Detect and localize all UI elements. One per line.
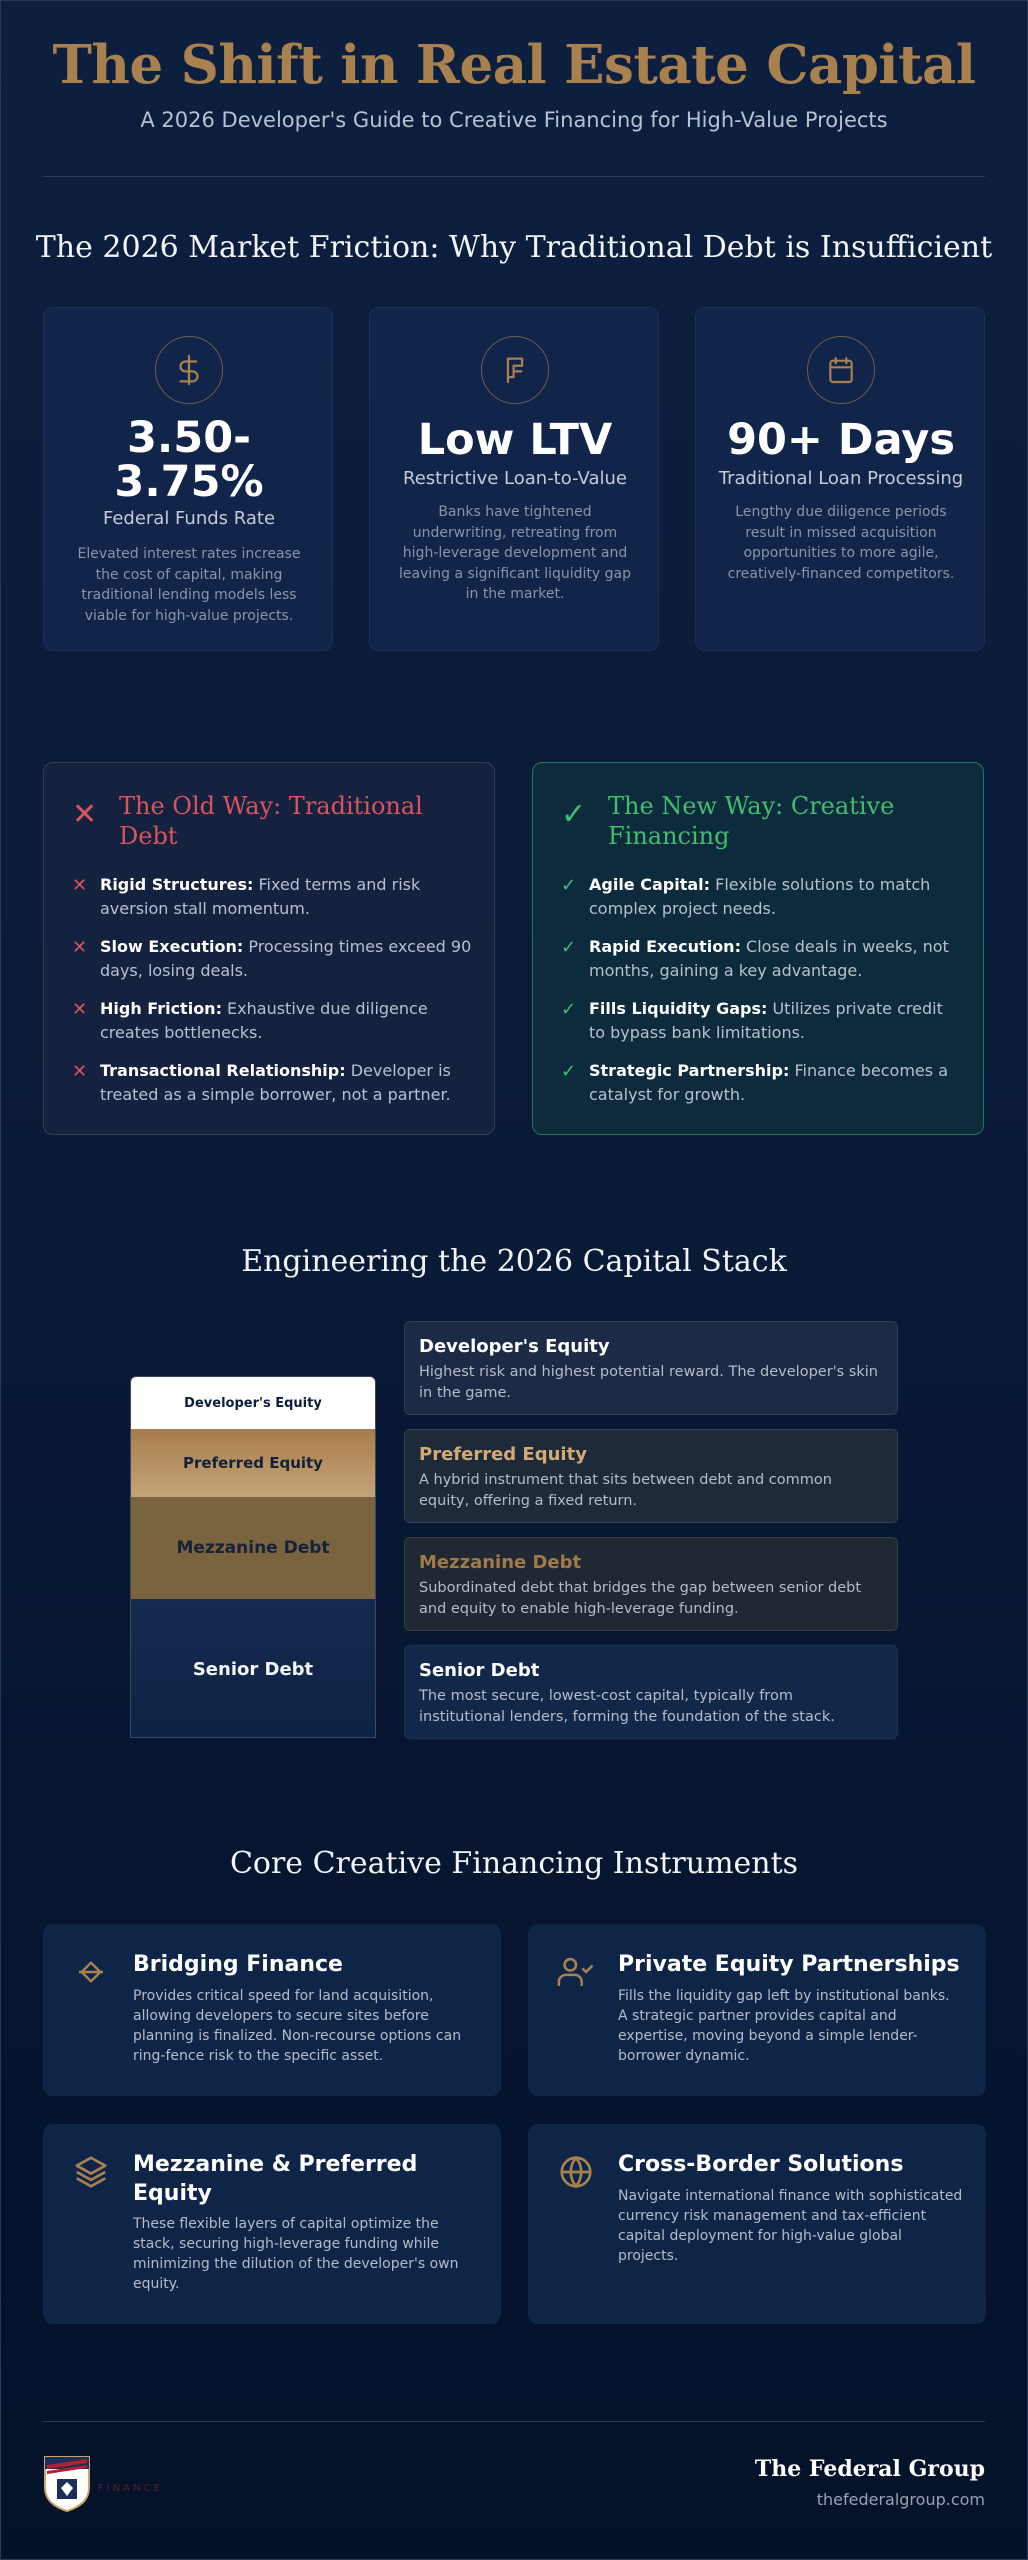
instrument-title: Mezzanine & Preferred Equity bbox=[133, 2152, 418, 2206]
check-icon: ✓ bbox=[561, 875, 577, 896]
stat-card-processing bbox=[695, 307, 985, 651]
item-text: Close deals in weeks, not months, gaining a key advantage. bbox=[589, 937, 949, 980]
stack-layer-mezzanine-debt: Mezzanine Debt bbox=[131, 1497, 375, 1599]
stack-card-title: Senior Debt bbox=[419, 1660, 540, 1681]
stack-card-description: Highest risk and highest potential reward. The developer's skin in the game. bbox=[419, 1364, 878, 1401]
stack-card-title: Mezzanine Debt bbox=[419, 1552, 582, 1573]
company-logo bbox=[43, 2455, 91, 2513]
cross-icon: ✕ bbox=[72, 937, 88, 958]
globe-icon bbox=[556, 2152, 596, 2192]
stack-card-description: A hybrid instrument that sits between debt and common equity, offering a fixed return. bbox=[419, 1472, 832, 1509]
cross-icon: ✕ bbox=[72, 875, 88, 896]
friction-section-title: The 2026 Market Friction: Why Traditional Debt is Insufficient bbox=[35, 230, 993, 265]
stack-card-preferred-equity bbox=[404, 1429, 898, 1523]
item-heading: Fills Liquidity Gaps: bbox=[589, 999, 768, 1018]
page-subtitle: A 2026 Developer's Guide to Creative Financing for High-Value Projects bbox=[140, 108, 888, 132]
old-way-card bbox=[43, 762, 495, 1135]
stat-description: Lengthy due diligence periods result in missed acquisition opportunities to more agile, creatively-financed competitors. bbox=[727, 504, 955, 582]
item-text: Processing times exceed 90 days, losing deals. bbox=[100, 937, 472, 980]
stack-layer-developer-equity: Developer's Equity bbox=[131, 1377, 375, 1429]
stat-description: Banks have tightened underwriting, retreating from high-leverage development and leaving a significant liquidity gap in the market. bbox=[398, 504, 632, 602]
instrument-card-mezzanine bbox=[43, 2124, 501, 2324]
stack-section-title: Engineering the 2026 Capital Stack bbox=[241, 1244, 787, 1279]
stack-card-description: The most secure, lowest-cost capital, typically from institutional lenders, forming the foundation of the stack. bbox=[419, 1688, 835, 1725]
item-text: Finance becomes a catalyst for growth. bbox=[589, 1061, 948, 1104]
instrument-title: Cross-Border Solutions bbox=[618, 2152, 904, 2177]
item-text: Exhaustive due diligence creates bottlenecks. bbox=[100, 999, 428, 1042]
stat-label: Restrictive Loan-to-Value bbox=[403, 468, 627, 489]
cross-icon: ✕ bbox=[72, 797, 98, 832]
stat-label: Traditional Loan Processing bbox=[718, 468, 964, 489]
company-website-link[interactable]: thefederalgroup.com bbox=[816, 2490, 985, 2509]
item-text: Fixed terms and risk aversion stall momentum. bbox=[100, 875, 421, 918]
stat-value: 90+ Days bbox=[727, 415, 955, 465]
instrument-card-cross-border bbox=[528, 2124, 986, 2324]
check-icon: ✓ bbox=[561, 797, 587, 832]
stat-card-rate bbox=[43, 307, 333, 651]
instrument-card-private-equity bbox=[528, 1924, 986, 2096]
stack-card-mezzanine-debt bbox=[404, 1537, 898, 1631]
stack-layer-preferred-equity: Preferred Equity bbox=[131, 1429, 375, 1497]
item-heading: Rigid Structures: bbox=[100, 875, 254, 894]
instruments-section-title: Core Creative Financing Instruments bbox=[229, 1846, 799, 1881]
check-icon: ✓ bbox=[561, 1061, 577, 1082]
header-divider bbox=[43, 176, 985, 177]
instrument-description: Provides critical speed for land acquisition, allowing developers to secure sites before planning is finalized. Non-recourse options can ring-fence risk to the specific asset. bbox=[133, 1988, 462, 2064]
cross-icon: ✕ bbox=[72, 999, 88, 1020]
stack-card-title: Preferred Equity bbox=[419, 1444, 587, 1465]
new-way-title: The New Way: Creative Financing bbox=[608, 792, 895, 850]
stack-card-developer-equity bbox=[404, 1321, 898, 1415]
stat-description: Elevated interest rates increase the cost of capital, making traditional lending models less viable for high-value projects. bbox=[77, 546, 301, 624]
logo-wordmark: FINANCE bbox=[98, 2483, 163, 2494]
stack-card-description: Subordinated debt that bridges the gap between senior debt and equity to enable high-leverage funding. bbox=[419, 1580, 862, 1617]
footer-divider bbox=[43, 2421, 985, 2422]
item-heading: Strategic Partnership: bbox=[589, 1061, 790, 1080]
item-text: Developer is treated as a simple borrower, not a partner. bbox=[100, 1061, 451, 1104]
dollar-icon bbox=[155, 336, 223, 404]
item-text: Utilizes private credit to bypass bank limitations. bbox=[589, 999, 943, 1042]
stat-value: 3.50- 3.75% bbox=[114, 413, 264, 507]
instrument-description: Fills the liquidity gap left by institutional banks. A strategic partner provides capital and expertise, moving beyond a simple lender-borrower dynamic. bbox=[618, 1988, 950, 2064]
instrument-card-bridging bbox=[43, 1924, 501, 2096]
capital-stack-diagram bbox=[130, 1376, 376, 1738]
instrument-description: These flexible layers of capital optimize the stack, securing high-leverage funding while minimizing the dilution of the developer's own equity. bbox=[133, 2216, 459, 2292]
item-text: Flexible solutions to match complex project needs. bbox=[589, 875, 931, 918]
check-icon: ✓ bbox=[561, 937, 577, 958]
loan-to-value-icon bbox=[481, 336, 549, 404]
old-way-title: The Old Way: Traditional Debt bbox=[119, 792, 423, 850]
calendar-icon bbox=[807, 336, 875, 404]
instrument-title: Private Equity Partnerships bbox=[618, 1952, 960, 1977]
stack-card-title: Developer's Equity bbox=[419, 1336, 610, 1357]
item-heading: High Friction: bbox=[100, 999, 222, 1018]
new-way-card bbox=[532, 762, 984, 1135]
page-title: The Shift in Real Estate Capital bbox=[52, 34, 976, 96]
item-heading: Slow Execution: bbox=[100, 937, 244, 956]
company-name: The Federal Group bbox=[754, 2456, 985, 2482]
item-heading: Transactional Relationship: bbox=[100, 1061, 346, 1080]
cross-icon: ✕ bbox=[72, 1061, 88, 1082]
stack-card-senior-debt bbox=[404, 1645, 898, 1739]
layers-icon bbox=[71, 2152, 111, 2192]
bridge-icon bbox=[71, 1952, 111, 1992]
stack-layer-senior-debt: Senior Debt bbox=[131, 1599, 375, 1738]
check-icon: ✓ bbox=[561, 999, 577, 1020]
item-heading: Rapid Execution: bbox=[589, 937, 741, 956]
stat-label: Federal Funds Rate bbox=[102, 508, 276, 529]
instrument-title: Bridging Finance bbox=[133, 1952, 343, 1977]
instrument-description: Navigate international finance with sophisticated currency risk management and tax-efficient capital deployment for high-value global projects. bbox=[618, 2188, 963, 2264]
stat-card-ltv bbox=[369, 307, 659, 651]
stat-value: Low LTV bbox=[417, 415, 613, 465]
item-heading: Agile Capital: bbox=[589, 875, 711, 894]
partner-icon bbox=[556, 1952, 596, 1992]
